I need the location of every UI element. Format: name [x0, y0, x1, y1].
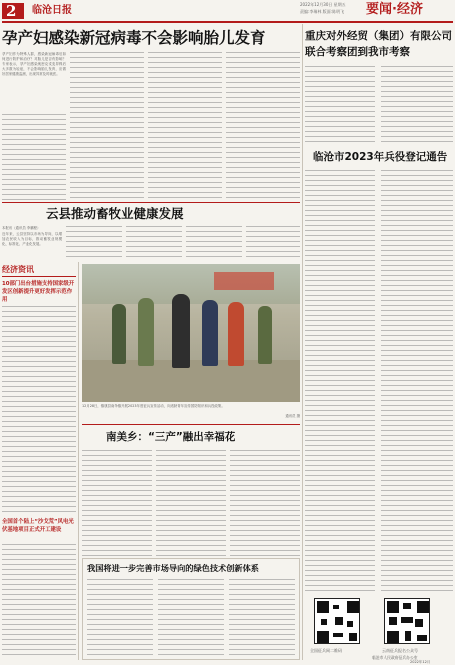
article-enlistment-notice — [305, 148, 453, 596]
section-title: 要闻·经济 — [366, 2, 423, 17]
column-header-rule — [2, 276, 76, 277]
column-divider — [78, 262, 79, 660]
body-column — [148, 52, 222, 200]
qr-label: 全国征兵网二维码 — [310, 648, 342, 653]
article-chongqing — [305, 26, 453, 146]
column-header: 经济资讯 — [2, 265, 34, 274]
body-column — [229, 579, 295, 657]
body-column — [381, 170, 453, 594]
photo-person — [112, 304, 126, 364]
page-number: 2 — [6, 2, 17, 20]
column-divider — [302, 24, 303, 660]
qr-code-national[interactable] — [314, 598, 360, 644]
photo-banner — [214, 272, 274, 290]
economy-column — [2, 264, 76, 660]
photo-person — [258, 306, 272, 364]
body-column — [82, 450, 152, 556]
article-title: 临沧市2023年兵役登记通告 — [313, 151, 448, 163]
article-green-tech — [82, 558, 300, 660]
article-pregnant — [2, 26, 300, 204]
section-rule — [2, 202, 300, 203]
body-column — [156, 450, 226, 556]
section-rule — [82, 424, 300, 425]
body-column — [158, 579, 224, 657]
article-title: 我国将进一步完善市场导向的绿色技术创新体系 — [87, 563, 259, 573]
body-column — [70, 52, 144, 200]
qr-code-yunnan[interactable] — [384, 598, 430, 644]
article-body: 近年来，云县坚持以市场为导向，以增加农民收入为目标，推动畜牧业规模化、标准化、产业化发展。 — [2, 232, 62, 246]
photo-ground — [82, 360, 300, 402]
article-title: 全国首个陆上“沙戈荒”风电光伏基地项目正式开工建设 — [2, 519, 74, 533]
paper-name: 临沧日报 — [32, 5, 72, 16]
article-title: 南美乡：“三产”融出幸福花 — [106, 431, 236, 443]
body-column — [305, 66, 375, 144]
editor: 责编:李瑞林 版面:陈明飞 — [300, 9, 344, 14]
body-column — [305, 170, 375, 594]
article-nanmei — [82, 426, 300, 556]
photo-person — [172, 294, 190, 368]
date: 2022年12月30日 星期五 — [300, 2, 346, 7]
qr-label: 云南征兵报名公众号 — [382, 648, 418, 653]
notice-issuer: 临沧市人民政府征兵办公室 — [372, 655, 418, 660]
body-column — [230, 450, 300, 556]
body-column — [2, 306, 76, 512]
body-column — [66, 226, 122, 258]
photo-person — [138, 298, 154, 366]
article-title: 孕产妇感染新冠病毒不会影响胎儿发育 — [2, 29, 266, 47]
body-column — [87, 579, 153, 657]
notice-date: 2022年12月 — [410, 660, 431, 664]
photo-caption: 12月28日，镇康县南伞镇开展2023年度征兵宣传活动，向适龄青年宣传国防知识和兵役政策。 — [82, 404, 225, 408]
news-photo — [82, 264, 300, 402]
body-column — [2, 114, 66, 200]
masthead-rule — [2, 21, 453, 23]
masthead — [0, 0, 455, 22]
body-column — [246, 226, 300, 258]
photo-credit: 通讯员 摄 — [285, 414, 300, 418]
body-column — [226, 52, 300, 200]
article-county — [2, 204, 300, 260]
article-byline: 本报讯（通讯员 李鹏程） — [2, 226, 41, 230]
article-lead: 孕产妇作为特殊人群，感染新冠病毒后如何进行防护和治疗？对胎儿是否有影响？专家表示，孕产妇感染奥密克戎变异株后大多数为轻症，不会影响胎儿发育，应做好居家健康监测，出现异常及时就医。 — [2, 52, 66, 76]
body-column — [2, 544, 76, 658]
body-column — [126, 226, 182, 258]
article-title: 10部门出台措施支持国家级开发区创新提升更好发挥示范作用 — [2, 281, 75, 303]
photo-person — [228, 302, 244, 366]
photo-person — [202, 300, 218, 366]
body-column — [381, 66, 453, 144]
body-column — [186, 226, 242, 258]
article-title: 云县推动畜牧业健康发展 — [46, 206, 184, 221]
article-title: 重庆对外经贸（集团）有限公司联合考察团到我市考察 — [305, 30, 452, 58]
